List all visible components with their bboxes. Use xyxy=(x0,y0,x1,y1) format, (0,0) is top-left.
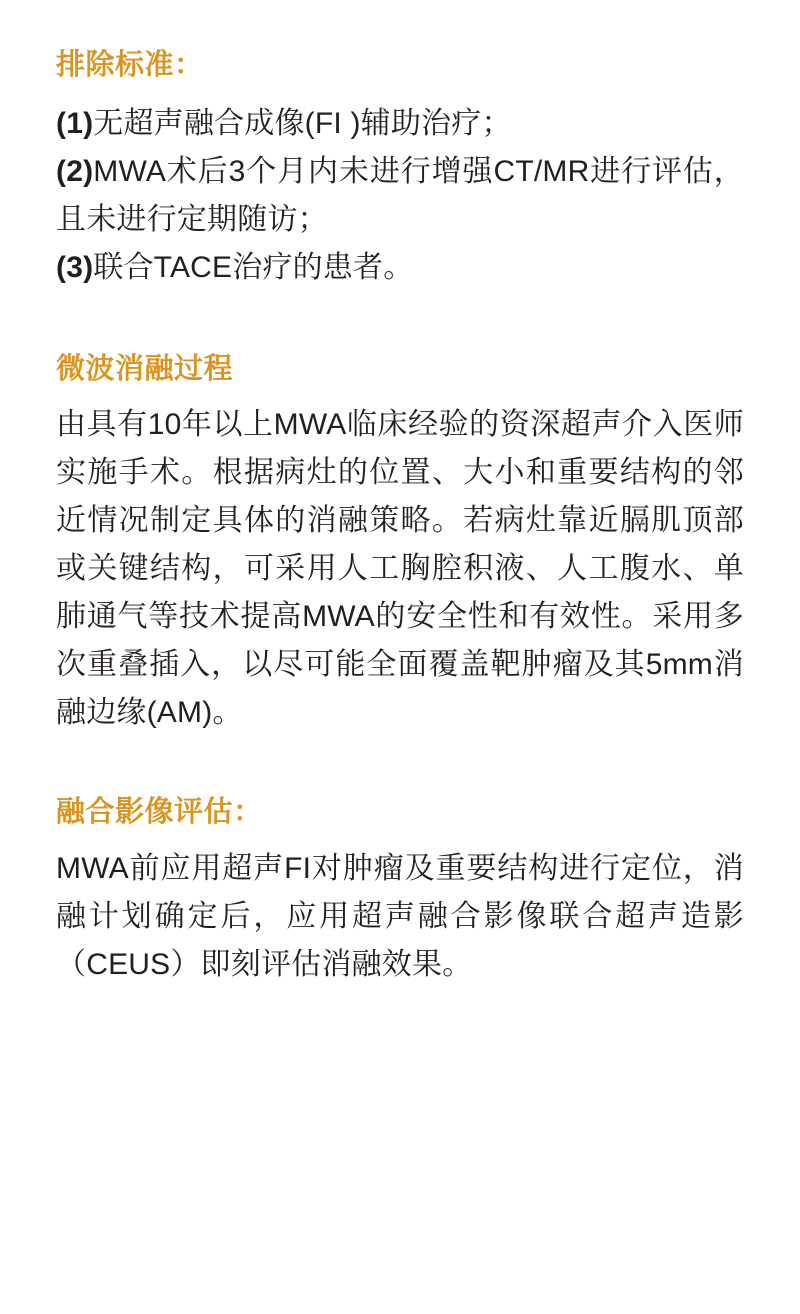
section-fusion-imaging xyxy=(56,791,744,989)
exclusion-item-2-text: MWA术后3个月内未进行增强CT/MR进行评估，且未进行定期随访； xyxy=(56,154,744,236)
section-heading-fusion: 融合影像评估： xyxy=(56,796,263,828)
exclusion-item-1-text: 无超声融合成像(FI )辅助治疗； xyxy=(93,106,512,140)
exclusion-item-1 xyxy=(56,100,744,148)
exclusion-item-3-number: (3) xyxy=(56,250,94,284)
fusion-body-text: MWA前应用超声FI对肿瘤及重要结构进行定位，消融计划确定后，应用超声融合影像联合超声造影（CEUS）即刻评估消融效果。 xyxy=(56,851,744,981)
section-microwave-ablation xyxy=(56,348,744,738)
exclusion-item-2 xyxy=(56,148,744,244)
section-heading-exclusion: 排除标准： xyxy=(56,49,204,81)
section-exclusion-criteria xyxy=(56,44,744,292)
section-heading-ablation: 微波消融过程 xyxy=(56,352,234,385)
exclusion-item-2-number: (2) xyxy=(56,154,94,188)
exclusion-item-3-text: 联合TACE治疗的患者。 xyxy=(93,250,414,284)
exclusion-item-3 xyxy=(56,244,744,292)
exclusion-item-1-number: (1) xyxy=(56,106,94,140)
ablation-body-text: 由具有10年以上MWA临床经验的资深超声介入医师实施手术。根据病灶的位置、大小和重要结构的邻近情况制定具体的消融策略。若病灶靠近膈肌顶部或关键结构，可采用人工胸腔积液、人工腹水、单肺通气等技术提高MWA的安全性和有效性。采用多次重叠插入，以尽可能全面覆盖靶肿瘤及其5mm消融边缘(AM)。 xyxy=(56,408,744,729)
